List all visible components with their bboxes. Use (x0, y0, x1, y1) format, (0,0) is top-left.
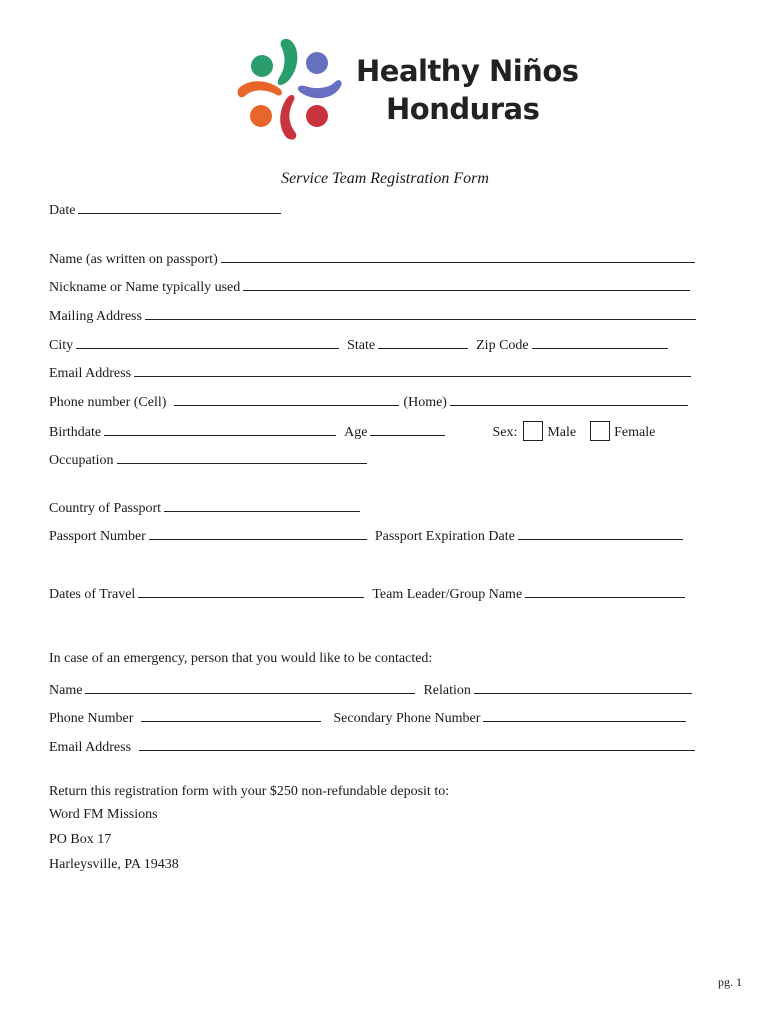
age-label: Age (344, 425, 368, 440)
sex-label: Sex: (492, 425, 518, 440)
email-label: Email Address (49, 366, 132, 381)
emergency-email-row (49, 737, 695, 756)
team-leader-field[interactable] (525, 584, 685, 598)
male-checkbox[interactable] (523, 421, 543, 441)
return-po-box: PO Box 17 (49, 832, 112, 847)
emergency-name-label: Name (49, 683, 83, 698)
female-label: Female (614, 425, 656, 440)
city-field[interactable] (76, 335, 339, 349)
date-row (49, 200, 281, 219)
name-field[interactable] (221, 249, 695, 263)
emergency-name-field[interactable] (85, 680, 415, 694)
phone-home-label: (Home) (403, 395, 447, 410)
female-checkbox[interactable] (590, 421, 610, 441)
logo-dot-green (251, 55, 273, 77)
birthdate-field[interactable] (104, 422, 336, 436)
occupation-label: Occupation (49, 453, 114, 468)
brand-name (356, 52, 579, 128)
team-leader-label: Team Leader/Group Name (372, 587, 523, 602)
occupation-row (49, 450, 367, 469)
name-label: Name (as written on passport) (49, 252, 218, 267)
brand-line-1: Healthy Niños (356, 54, 579, 88)
phone-cell-field[interactable] (174, 392, 399, 406)
email-field[interactable] (134, 363, 691, 377)
nickname-row (49, 277, 690, 296)
phone-row (49, 392, 688, 411)
emergency-secondary-phone-label: Secondary Phone Number (333, 711, 481, 726)
city-row (49, 335, 668, 354)
logo-swoosh-red (280, 95, 296, 140)
logo-graphic (235, 36, 345, 142)
age-field[interactable] (370, 422, 445, 436)
phone-cell-label: Phone number (Cell) (49, 395, 167, 410)
form-title: Service Team Registration Form (281, 170, 489, 187)
logo-dot-orange (250, 105, 272, 127)
logo-swoosh-green (278, 39, 298, 85)
page-number: pg. 1 (718, 975, 742, 989)
emergency-relation-label: Relation (423, 683, 471, 698)
email-row (49, 363, 691, 382)
state-label: State (347, 338, 376, 353)
passport-number-field[interactable] (149, 526, 367, 540)
date-label: Date (49, 203, 76, 218)
brand-line-2: Honduras (386, 92, 540, 126)
occupation-field[interactable] (117, 450, 367, 464)
date-field[interactable] (78, 200, 281, 214)
return-instruction: Return this registration form with your $250 non-refundable deposit to: (49, 784, 450, 799)
passport-exp-field[interactable] (518, 526, 683, 540)
mailing-field[interactable] (145, 306, 696, 320)
return-city: Harleysville, PA 19438 (49, 857, 179, 872)
mailing-label: Mailing Address (49, 309, 142, 324)
travel-label: Dates of Travel (49, 587, 136, 602)
logo-dot-red (306, 105, 328, 127)
emergency-relation-field[interactable] (474, 680, 692, 694)
emergency-phone-row (49, 708, 686, 727)
logo-dot-blue (306, 52, 328, 74)
country-label: Country of Passport (49, 501, 161, 516)
city-label: City (49, 338, 74, 353)
emergency-email-field[interactable] (139, 737, 695, 751)
male-label: Male (547, 425, 577, 440)
logo-swoosh-blue (298, 80, 342, 98)
emergency-name-row (49, 680, 692, 699)
emergency-phone-field[interactable] (141, 708, 321, 722)
name-row (49, 249, 695, 268)
phone-home-field[interactable] (450, 392, 688, 406)
passport-number-label: Passport Number (49, 529, 146, 544)
emergency-intro: In case of an emergency, person that you would like to be contacted: (49, 651, 433, 666)
state-field[interactable] (378, 335, 468, 349)
passport-row (49, 526, 683, 545)
mailing-row (49, 306, 696, 325)
country-row (49, 498, 360, 517)
nickname-label: Nickname or Name typically used (49, 280, 241, 295)
birthdate-label: Birthdate (49, 425, 102, 440)
passport-exp-label: Passport Expiration Date (374, 529, 515, 544)
travel-field[interactable] (138, 584, 364, 598)
travel-row (49, 584, 685, 603)
emergency-email-label: Email Address (49, 740, 132, 755)
birthdate-row (49, 421, 655, 441)
return-org: Word FM Missions (49, 807, 158, 822)
emergency-secondary-phone-field[interactable] (483, 708, 686, 722)
zip-field[interactable] (532, 335, 668, 349)
zip-label: Zip Code (476, 338, 529, 353)
emergency-phone-label: Phone Number (49, 711, 134, 726)
country-field[interactable] (164, 498, 360, 512)
logo-swoosh-orange (238, 81, 282, 97)
nickname-field[interactable] (243, 277, 690, 291)
